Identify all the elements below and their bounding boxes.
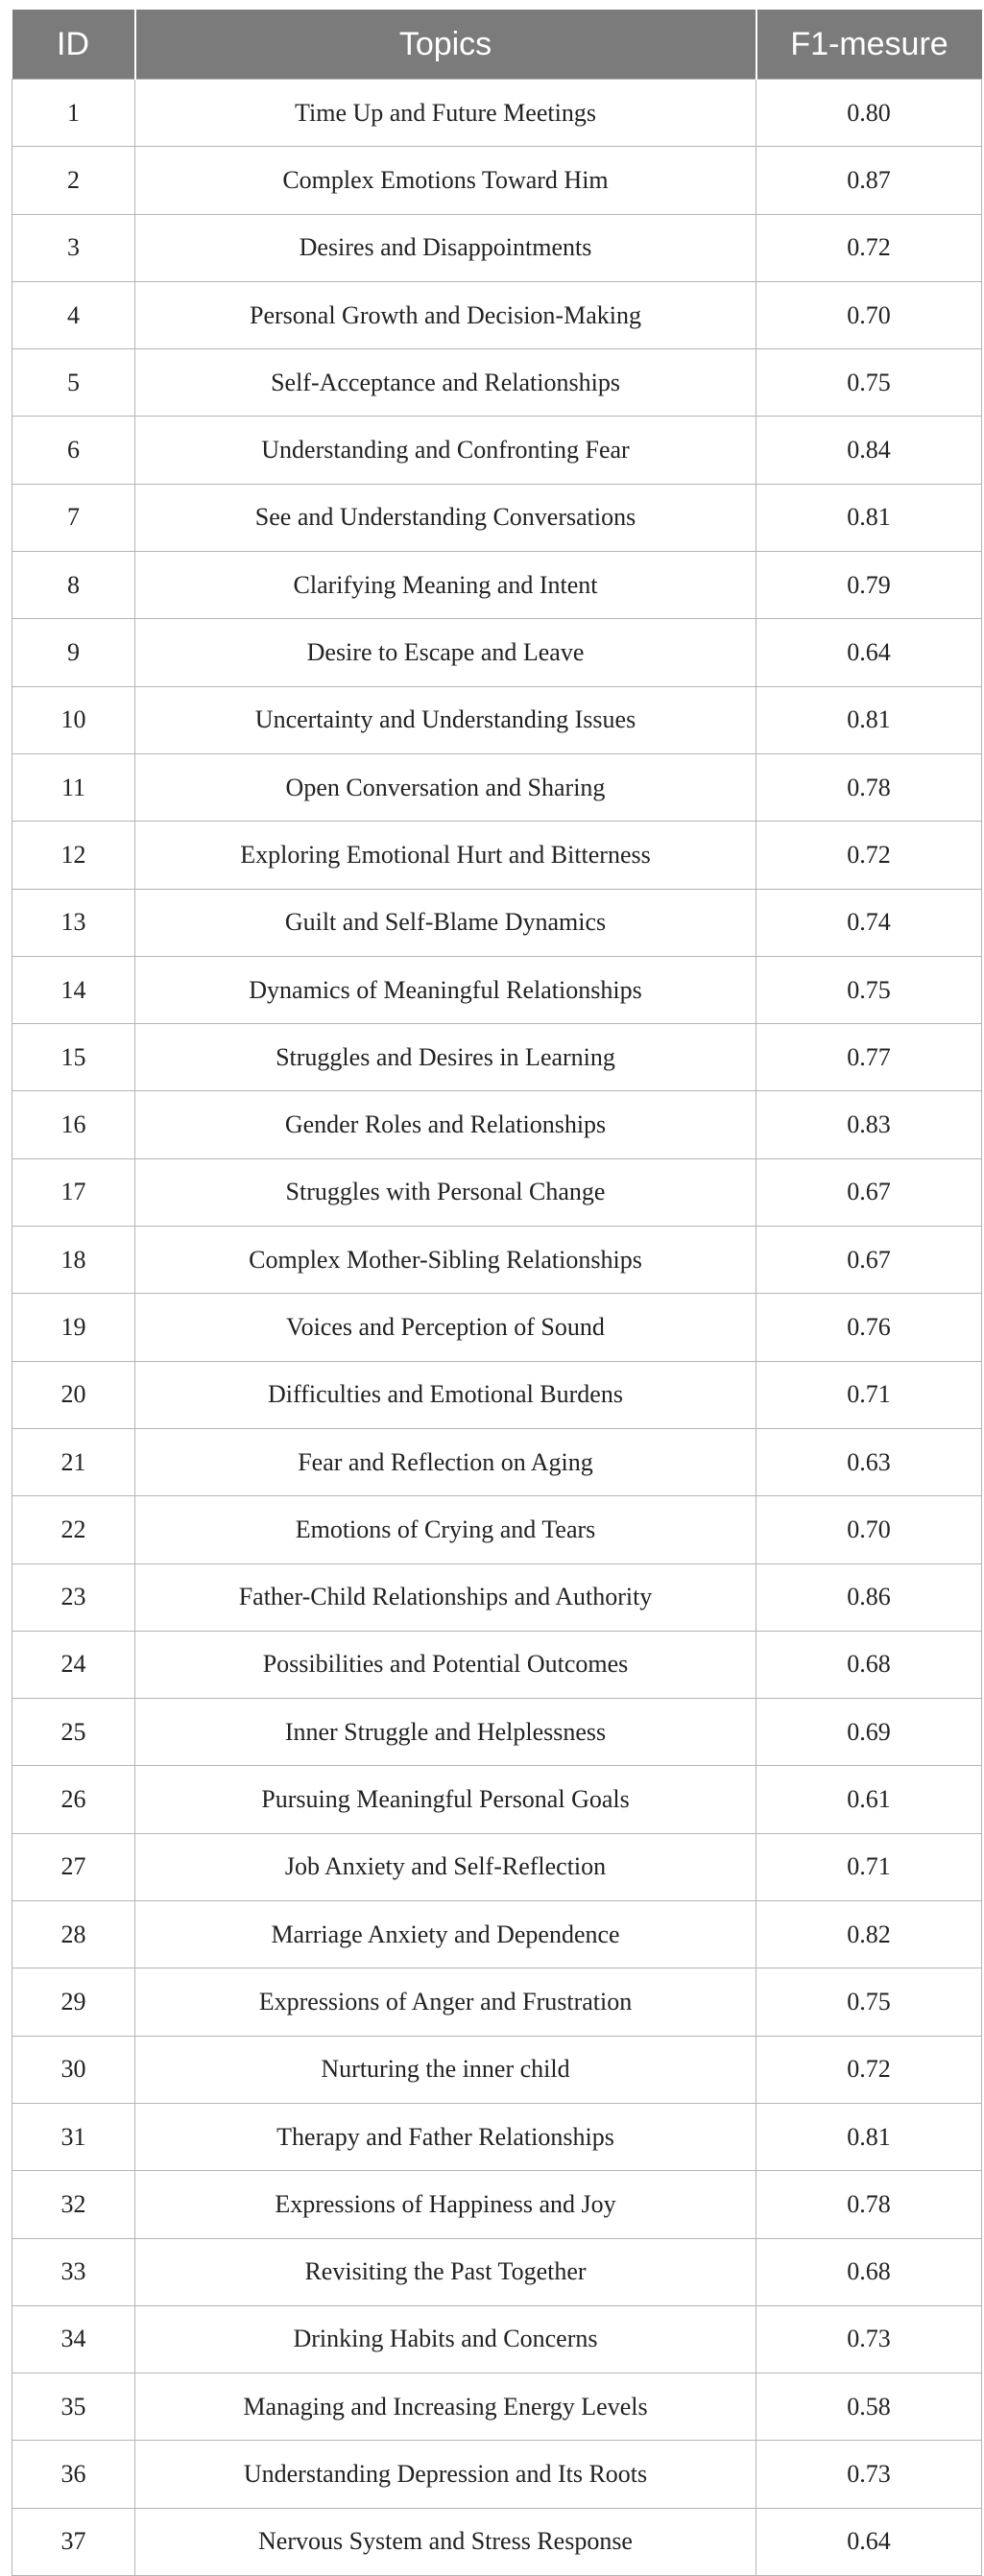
cell-f1-measure: 0.72 <box>756 214 982 281</box>
cell-topic: Inner Struggle and Helplessness <box>135 1699 756 1766</box>
cell-topic: Understanding Depression and Its Roots <box>135 2441 756 2508</box>
cell-id: 34 <box>12 2305 135 2373</box>
cell-id: 8 <box>12 552 135 619</box>
table-row <box>12 2508 982 2575</box>
cell-id: 17 <box>12 1158 135 1226</box>
cell-id: 29 <box>12 1968 135 2036</box>
header-f1-measure: F1-mesure <box>756 10 982 80</box>
cell-topic: Job Anxiety and Self-Reflection <box>135 1833 756 1900</box>
cell-f1-measure: 0.81 <box>756 484 982 551</box>
cell-f1-measure: 0.72 <box>756 2036 982 2103</box>
table-row <box>12 1901 982 1968</box>
cell-f1-measure: 0.70 <box>756 281 982 348</box>
cell-f1-measure: 0.69 <box>756 1699 982 1766</box>
cell-id: 6 <box>12 417 135 484</box>
cell-id: 1 <box>12 80 135 147</box>
table-row <box>12 417 982 484</box>
cell-f1-measure: 0.71 <box>756 1361 982 1428</box>
cell-id: 11 <box>12 753 135 821</box>
cell-id: 19 <box>12 1294 135 1361</box>
table-row <box>12 1766 982 1833</box>
cell-id: 32 <box>12 2171 135 2238</box>
cell-topic: Clarifying Meaning and Intent <box>135 552 756 619</box>
cell-f1-measure: 0.78 <box>756 2171 982 2238</box>
cell-topic: Struggles with Personal Change <box>135 1158 756 1226</box>
table-row <box>12 2441 982 2508</box>
cell-topic: Self-Acceptance and Relationships <box>135 349 756 417</box>
cell-topic: Voices and Perception of Sound <box>135 1294 756 1361</box>
cell-id: 12 <box>12 822 135 889</box>
cell-topic: Exploring Emotional Hurt and Bitterness <box>135 822 756 889</box>
cell-topic: Difficulties and Emotional Burdens <box>135 1361 756 1428</box>
cell-f1-measure: 0.74 <box>756 889 982 956</box>
cell-topic: Marriage Anxiety and Dependence <box>135 1901 756 1968</box>
cell-f1-measure: 0.75 <box>756 956 982 1023</box>
cell-f1-measure: 0.75 <box>756 349 982 417</box>
cell-id: 3 <box>12 214 135 281</box>
cell-topic: Emotions of Crying and Tears <box>135 1496 756 1563</box>
cell-topic: Nervous System and Stress Response <box>135 2508 756 2575</box>
table-row <box>12 1496 982 1563</box>
cell-topic: Struggles and Desires in Learning <box>135 1024 756 1091</box>
table-row <box>12 1091 982 1158</box>
cell-topic: Dynamics of Meaningful Relationships <box>135 956 756 1023</box>
cell-topic: Nurturing the inner child <box>135 2036 756 2103</box>
cell-id: 13 <box>12 889 135 956</box>
cell-id: 36 <box>12 2441 135 2508</box>
cell-f1-measure: 0.87 <box>756 147 982 214</box>
table-row <box>12 1294 982 1361</box>
cell-f1-measure: 0.61 <box>756 1766 982 1833</box>
table-row <box>12 349 982 417</box>
cell-id: 31 <box>12 2103 135 2170</box>
cell-topic: Therapy and Father Relationships <box>135 2103 756 2170</box>
cell-f1-measure: 0.78 <box>756 753 982 821</box>
table-row <box>12 686 982 753</box>
cell-id: 2 <box>12 147 135 214</box>
cell-topic: Revisiting the Past Together <box>135 2238 756 2305</box>
cell-f1-measure: 0.83 <box>756 1091 982 1158</box>
table-row <box>12 619 982 686</box>
cell-f1-measure: 0.76 <box>756 1294 982 1361</box>
header-topics: Topics <box>135 10 756 80</box>
table-row <box>12 1361 982 1428</box>
cell-id: 20 <box>12 1361 135 1428</box>
table-row <box>12 1158 982 1226</box>
table-row <box>12 822 982 889</box>
cell-f1-measure: 0.68 <box>756 2238 982 2305</box>
cell-topic: Fear and Reflection on Aging <box>135 1428 756 1495</box>
table-row <box>12 1563 982 1631</box>
cell-topic: Open Conversation and Sharing <box>135 753 756 821</box>
table-row <box>12 2238 982 2305</box>
cell-f1-measure: 0.73 <box>756 2441 982 2508</box>
cell-id: 14 <box>12 956 135 1023</box>
cell-topic: Complex Mother-Sibling Relationships <box>135 1227 756 1294</box>
cell-id: 27 <box>12 1833 135 1900</box>
cell-topic: Uncertainty and Understanding Issues <box>135 686 756 753</box>
table-row <box>12 753 982 821</box>
cell-id: 23 <box>12 1563 135 1631</box>
cell-topic: Understanding and Confronting Fear <box>135 417 756 484</box>
cell-id: 22 <box>12 1496 135 1563</box>
cell-f1-measure: 0.64 <box>756 2508 982 2575</box>
cell-f1-measure: 0.86 <box>756 1563 982 1631</box>
table-row <box>12 1968 982 2036</box>
cell-topic: Managing and Increasing Energy Levels <box>135 2373 756 2441</box>
topics-table-container <box>12 10 981 2576</box>
table-row <box>12 80 982 147</box>
cell-id: 16 <box>12 1091 135 1158</box>
table-body <box>12 80 982 2576</box>
table-row <box>12 281 982 348</box>
cell-topic: Desires and Disappointments <box>135 214 756 281</box>
table-row <box>12 2036 982 2103</box>
cell-f1-measure: 0.81 <box>756 2103 982 2170</box>
cell-f1-measure: 0.58 <box>756 2373 982 2441</box>
table-row <box>12 484 982 551</box>
cell-topic: Expressions of Anger and Frustration <box>135 1968 756 2036</box>
cell-id: 28 <box>12 1901 135 1968</box>
table-row <box>12 889 982 956</box>
cell-id: 9 <box>12 619 135 686</box>
cell-f1-measure: 0.81 <box>756 686 982 753</box>
cell-id: 18 <box>12 1227 135 1294</box>
cell-f1-measure: 0.84 <box>756 417 982 484</box>
table-row <box>12 956 982 1023</box>
table-row <box>12 214 982 281</box>
cell-f1-measure: 0.73 <box>756 2305 982 2373</box>
cell-topic: Desire to Escape and Leave <box>135 619 756 686</box>
cell-f1-measure: 0.70 <box>756 1496 982 1563</box>
table-row <box>12 2103 982 2170</box>
cell-topic: Father-Child Relationships and Authority <box>135 1563 756 1631</box>
table-row <box>12 147 982 214</box>
cell-f1-measure: 0.80 <box>756 80 982 147</box>
cell-id: 24 <box>12 1631 135 1698</box>
cell-topic: Possibilities and Potential Outcomes <box>135 1631 756 1698</box>
table-header <box>12 10 982 80</box>
cell-topic: Drinking Habits and Concerns <box>135 2305 756 2373</box>
table-row <box>12 2171 982 2238</box>
cell-id: 4 <box>12 281 135 348</box>
cell-f1-measure: 0.71 <box>756 1833 982 1900</box>
header-row <box>12 10 982 80</box>
cell-id: 7 <box>12 484 135 551</box>
cell-topic: Expressions of Happiness and Joy <box>135 2171 756 2238</box>
cell-topic: Gender Roles and Relationships <box>135 1091 756 1158</box>
topics-table <box>12 10 982 2576</box>
cell-topic: Personal Growth and Decision-Making <box>135 281 756 348</box>
cell-id: 37 <box>12 2508 135 2575</box>
table-row <box>12 552 982 619</box>
cell-topic: See and Understanding Conversations <box>135 484 756 551</box>
table-row <box>12 1024 982 1091</box>
cell-f1-measure: 0.67 <box>756 1227 982 1294</box>
cell-topic: Pursuing Meaningful Personal Goals <box>135 1766 756 1833</box>
cell-topic: Guilt and Self-Blame Dynamics <box>135 889 756 956</box>
header-id: ID <box>12 10 135 80</box>
cell-topic: Complex Emotions Toward Him <box>135 147 756 214</box>
cell-f1-measure: 0.82 <box>756 1901 982 1968</box>
cell-f1-measure: 0.64 <box>756 619 982 686</box>
cell-f1-measure: 0.72 <box>756 822 982 889</box>
table-row <box>12 1428 982 1495</box>
cell-id: 26 <box>12 1766 135 1833</box>
cell-f1-measure: 0.63 <box>756 1428 982 1495</box>
cell-f1-measure: 0.77 <box>756 1024 982 1091</box>
table-row <box>12 1631 982 1698</box>
table-row <box>12 2373 982 2441</box>
table-row <box>12 1833 982 1900</box>
cell-f1-measure: 0.75 <box>756 1968 982 2036</box>
cell-f1-measure: 0.67 <box>756 1158 982 1226</box>
cell-f1-measure: 0.79 <box>756 552 982 619</box>
cell-f1-measure: 0.68 <box>756 1631 982 1698</box>
cell-topic: Time Up and Future Meetings <box>135 80 756 147</box>
table-row <box>12 1227 982 1294</box>
cell-id: 21 <box>12 1428 135 1495</box>
cell-id: 33 <box>12 2238 135 2305</box>
cell-id: 25 <box>12 1699 135 1766</box>
cell-id: 30 <box>12 2036 135 2103</box>
cell-id: 35 <box>12 2373 135 2441</box>
cell-id: 10 <box>12 686 135 753</box>
cell-id: 5 <box>12 349 135 417</box>
table-row <box>12 1699 982 1766</box>
table-row <box>12 2305 982 2373</box>
cell-id: 15 <box>12 1024 135 1091</box>
